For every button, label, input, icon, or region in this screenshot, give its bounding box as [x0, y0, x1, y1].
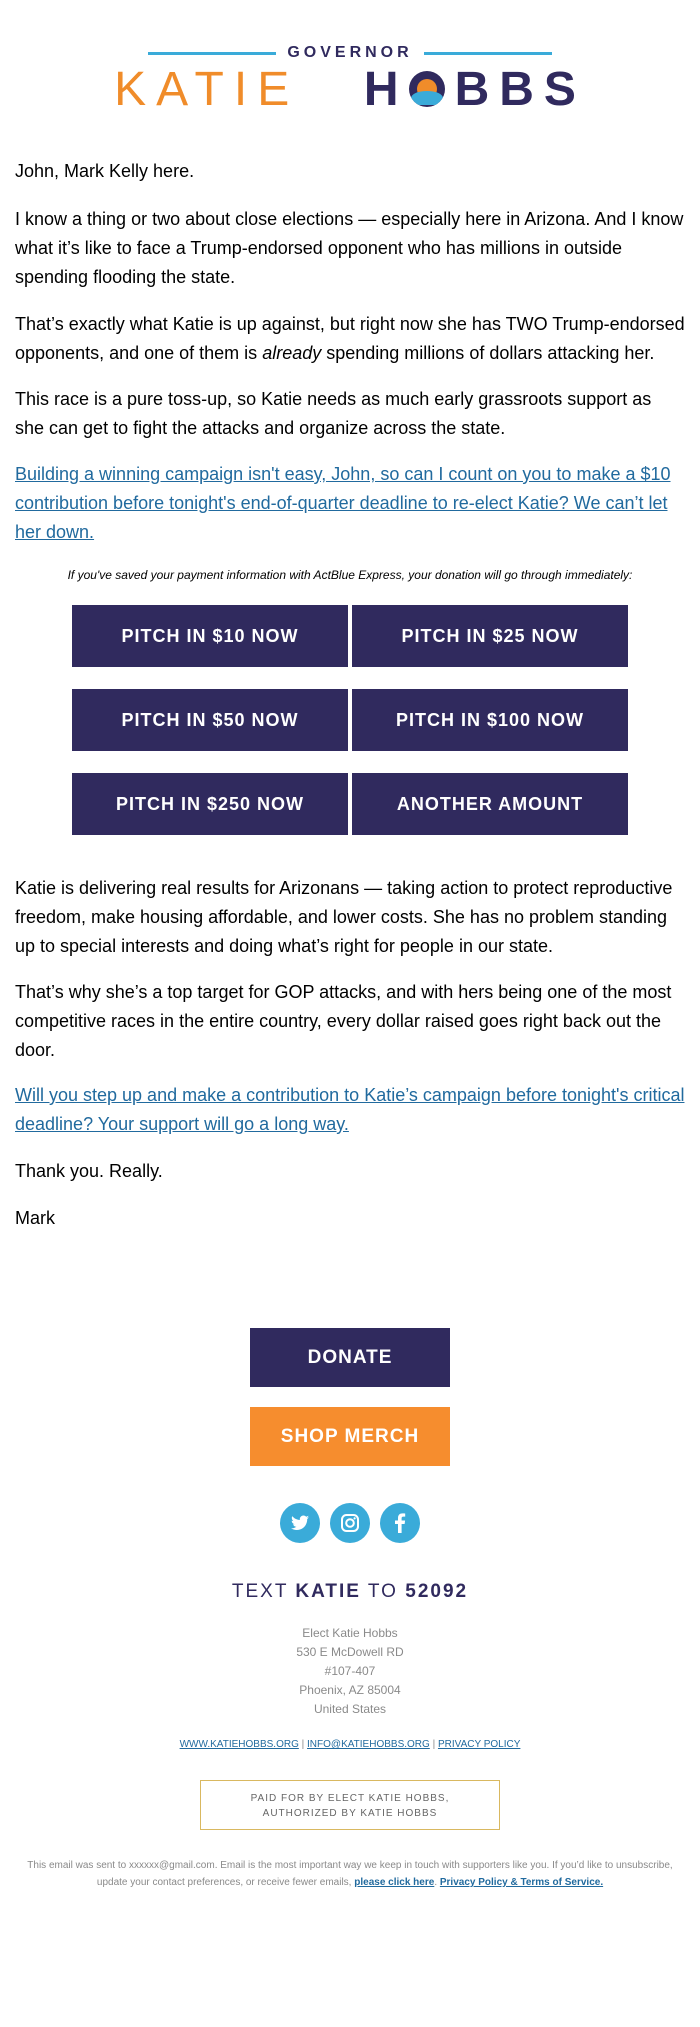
logo-last-name-rest: BBS — [454, 63, 586, 116]
fine-print-period: . — [434, 1877, 438, 1888]
address-line-2: 530 E McDowell RD — [296, 1645, 404, 1659]
text-shortcode: 52092 — [405, 1581, 469, 1602]
paragraph-2-text-b: spending millions of dollars attacking her. — [321, 343, 655, 363]
link-separator: | — [301, 1739, 305, 1750]
contribution-link-2[interactable]: Will you step up and make a contribution to Katie’s campaign before tonight's critical deadline? Your support will go a long way. — [15, 1085, 685, 1134]
actblue-express-note: If you've saved your payment information with ActBlue Express, your donation will go through immediately: — [67, 568, 633, 582]
link-separator: | — [432, 1739, 436, 1750]
twitter-icon[interactable] — [280, 1503, 320, 1543]
facebook-icon[interactable] — [380, 1503, 420, 1543]
paid-for-line-2: AUTHORIZED BY KATIE HOBBS — [262, 1808, 438, 1819]
address-line-4: Phoenix, AZ 85004 — [299, 1683, 401, 1697]
donate-50-button[interactable]: PITCH IN $50 NOW — [72, 689, 348, 751]
sunrise-logo-icon — [409, 71, 445, 107]
address-line-1: Elect Katie Hobbs — [302, 1626, 398, 1640]
ask-link-2-wrap — [15, 1081, 685, 1139]
donate-25-button[interactable]: PITCH IN $25 NOW — [352, 605, 628, 667]
logo-governor-text: GOVERNOR — [287, 44, 413, 61]
paragraph-2-emphasis: already — [262, 343, 322, 363]
campaign-logo — [0, 44, 700, 114]
thanks-line: Thank you. Really. — [15, 1161, 163, 1181]
paragraph-2 — [15, 310, 685, 368]
address-line-3: #107-407 — [324, 1664, 376, 1678]
logo-last-name-initial: H — [363, 63, 409, 116]
paragraph-5: That’s why she’s a top target for GOP attacks, and with hers being one of the most competitive races in the entire country, every dollar raised goes right back out the door. — [15, 982, 672, 1060]
unsubscribe-fine-print — [25, 1857, 675, 1891]
text-keyword: KATIE — [295, 1581, 361, 1602]
paid-for-line-1: PAID FOR BY ELECT KATIE HOBBS, — [250, 1793, 450, 1804]
text-to: TO — [367, 1581, 398, 1602]
donate-100-button[interactable]: PITCH IN $100 NOW — [352, 689, 628, 751]
unsubscribe-link[interactable]: please click here — [354, 1877, 435, 1888]
paragraph-3: This race is a pure toss-up, so Katie needs as much early grassroots support as she can get to fight the attacks and organize across the state. — [15, 389, 652, 438]
ask-link-1-wrap — [15, 460, 685, 547]
address-line-5: United States — [313, 1702, 387, 1716]
donate-other-amount-button[interactable]: ANOTHER AMOUNT — [352, 773, 628, 835]
text-prefix: TEXT — [231, 1581, 289, 1602]
paid-for-disclaimer — [200, 1780, 500, 1830]
footer-links — [0, 1739, 700, 1750]
contribution-link-1[interactable]: Building a winning campaign isn't easy, John, so can I count on you to make a $10 contribution before tonight's end-of-quarter deadline to re-elect Katie? We can’t let her down. — [15, 464, 671, 542]
paragraph-4: Katie is delivering real results for Arizonans — taking action to protect reproductive freedom, make housing affordable, and lower costs. She has no problem standing up to special interests and doing what’s right for people in our state. — [15, 878, 673, 956]
signature: Mark — [15, 1208, 55, 1228]
greeting: John, Mark Kelly here. — [15, 161, 195, 181]
instagram-icon[interactable] — [330, 1503, 370, 1543]
donate-250-button[interactable]: PITCH IN $250 NOW — [72, 773, 348, 835]
logo-first-name: KATIE — [114, 63, 300, 116]
terms-link[interactable]: Privacy Policy & Terms of Service. — [439, 1877, 604, 1888]
donate-button[interactable]: DONATE — [250, 1328, 450, 1387]
website-link[interactable]: WWW.KATIEHOBBS.ORG — [179, 1739, 299, 1750]
paragraph-2-text-a: That’s exactly what Katie is up against, but right now she has TWO Trump-endorsed opponents, and one of them is — [15, 314, 685, 363]
text-to-join — [0, 1581, 700, 1603]
paragraph-1: I know a thing or two about close elections — especially here in Arizona. And I know what it’s like to face a Trump-endorsed opponent who has millions in outside spending flooding the state. — [15, 209, 684, 287]
shop-merch-button[interactable]: SHOP MERCH — [250, 1407, 450, 1466]
donate-10-button[interactable]: PITCH IN $10 NOW — [72, 605, 348, 667]
logo-name — [0, 62, 700, 118]
privacy-policy-link[interactable]: PRIVACY POLICY — [437, 1739, 521, 1750]
email-link[interactable]: INFO@KATIEHOBBS.ORG — [307, 1739, 430, 1750]
fine-print-text: This email was sent to xxxxxx@gmail.com. Email is the most important way we keep in touch with supporters like you. If you’d like to unsubscribe, update your contact preferences, or receive fewer emails, — [27, 1860, 673, 1888]
